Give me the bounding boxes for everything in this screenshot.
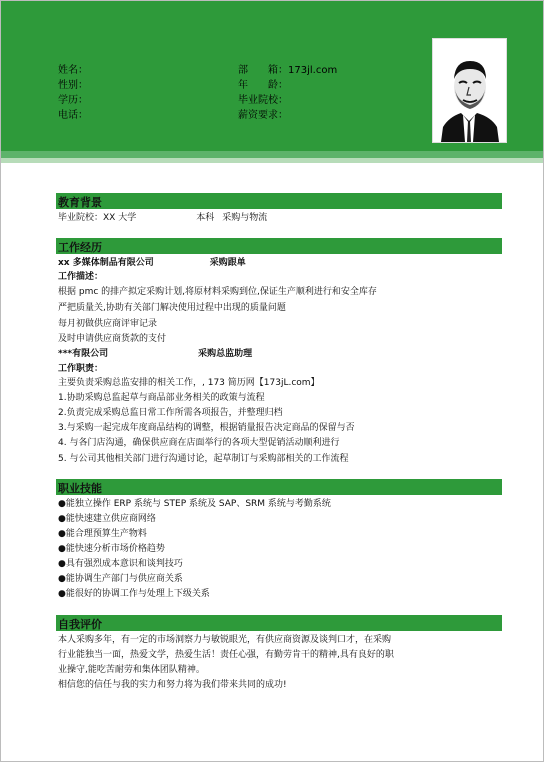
- profile-photo-image: [433, 39, 506, 142]
- skill-item: ●能独立操作 ERP 系统与 STEP 系统及 SAP、SRM 系统与考勤系统: [58, 499, 331, 509]
- job-1-line: 每月初做供应商评审记录: [58, 319, 158, 329]
- job-2-company: ***有限公司: [58, 349, 109, 359]
- job-2-line: 4. 与各门店沟通，确保供应商在店面举行的各项大型促销活动顺利进行: [58, 438, 340, 448]
- skill-item: ●能快速分析市场价格趋势: [58, 544, 165, 554]
- field-phone: [58, 106, 88, 121]
- field-school: [238, 91, 288, 106]
- evaluation-line: 本人采购多年，有一定的市场洞察力与敏锐眼光，有供应商资源及谈判口才，在采购: [58, 635, 392, 645]
- section-evaluation-title: 自我评价: [58, 618, 102, 631]
- profile-photo: [432, 38, 507, 143]
- education-school: 毕业院校：XX 大学: [58, 213, 137, 223]
- field-phone-label: 电话：: [58, 110, 88, 121]
- section-education: [56, 193, 502, 209]
- job-1-company: xx 多媒体制品有限公司: [58, 258, 154, 268]
- field-school-label: 毕业院校：: [238, 95, 288, 106]
- section-experience: [56, 238, 502, 254]
- field-email: [238, 61, 337, 76]
- education-row: [58, 212, 267, 224]
- job-2-line: 1.协助采购总监起草与商品部业务相关的政策与流程: [58, 393, 265, 403]
- job-1-desc-label: 工作描述：: [58, 272, 104, 282]
- job-2-line: 2.负责完成采购总监日常工作所需各项报告，并整理归档: [58, 408, 283, 418]
- job-1-line: 根据 pmc 的排产拟定采购计划,将原材料采购到位,保证生产顺利进行和安全库存: [58, 287, 377, 297]
- job-1-header: [58, 257, 246, 269]
- section-education-title: 教育背景: [58, 196, 102, 209]
- evaluation-line: 相信您的信任与我的实力和努力将为我们带来共同的成功!: [58, 680, 287, 690]
- job-2-line: 5. 与公司其他相关部门进行沟通讨论，起草制订与采购部相关的工作流程: [58, 454, 349, 464]
- field-salary: [238, 106, 288, 121]
- section-evaluation: [56, 615, 502, 631]
- skill-item: ●能快速建立供应商网络: [58, 514, 156, 524]
- evaluation-line: 业操守,能吃苦耐劳和集体团队精神。: [58, 665, 205, 675]
- field-salary-label: 薪资要求：: [238, 110, 288, 121]
- field-gender-label: 性别：: [58, 80, 88, 91]
- field-education: [58, 91, 88, 106]
- header-stripe: [1, 151, 543, 158]
- field-age: [238, 76, 288, 91]
- skill-item: ●能很好的协调工作与处理上下级关系: [58, 589, 210, 599]
- job-2-header: [58, 348, 252, 360]
- skill-item: ●具有强烈成本意识和谈判技巧: [58, 559, 183, 569]
- job-2-desc-label: 工作职责：: [58, 364, 104, 374]
- field-email-value: 173jl.com: [288, 65, 338, 76]
- section-skills: [56, 479, 502, 495]
- skill-item: ●能合理预算生产物料: [58, 529, 147, 539]
- field-name: [58, 61, 88, 76]
- job-2-line: 主要负责采购总监安排的相关工作，, 173 简历网【173jL.com】: [58, 378, 320, 388]
- field-gender: [58, 76, 88, 91]
- field-name-label: 姓名：: [58, 65, 88, 76]
- job-2-position: 采购总监助理: [198, 349, 253, 359]
- field-email-label: 部 箱：: [238, 65, 288, 76]
- job-2-line: 3.与采购一起完成年度商品结构的调整，根据销量报告决定商品的保留与否: [58, 423, 355, 433]
- education-degree: 本科: [196, 213, 215, 223]
- header-stripe-light: [1, 158, 543, 163]
- education-major: 采购与物流: [222, 213, 268, 223]
- job-1-line: 及时申请供应商货款的支付: [58, 334, 167, 344]
- job-1-position: 采购跟单: [209, 258, 246, 268]
- section-experience-title: 工作经历: [58, 241, 102, 254]
- skill-item: ●能协调生产部门与供应商关系: [58, 574, 183, 584]
- field-age-label: 年 龄：: [238, 80, 288, 91]
- field-education-label: 学历：: [58, 95, 88, 106]
- section-skills-title: 职业技能: [58, 482, 102, 495]
- job-1-line: 严把质量关,协助有关部门解决使用过程中出现的质量问题: [58, 303, 286, 313]
- evaluation-line: 行业能独当一面，热爱文学，热爱生活！责任心强，有勤劳肯干的精神,具有良好的职: [58, 650, 394, 660]
